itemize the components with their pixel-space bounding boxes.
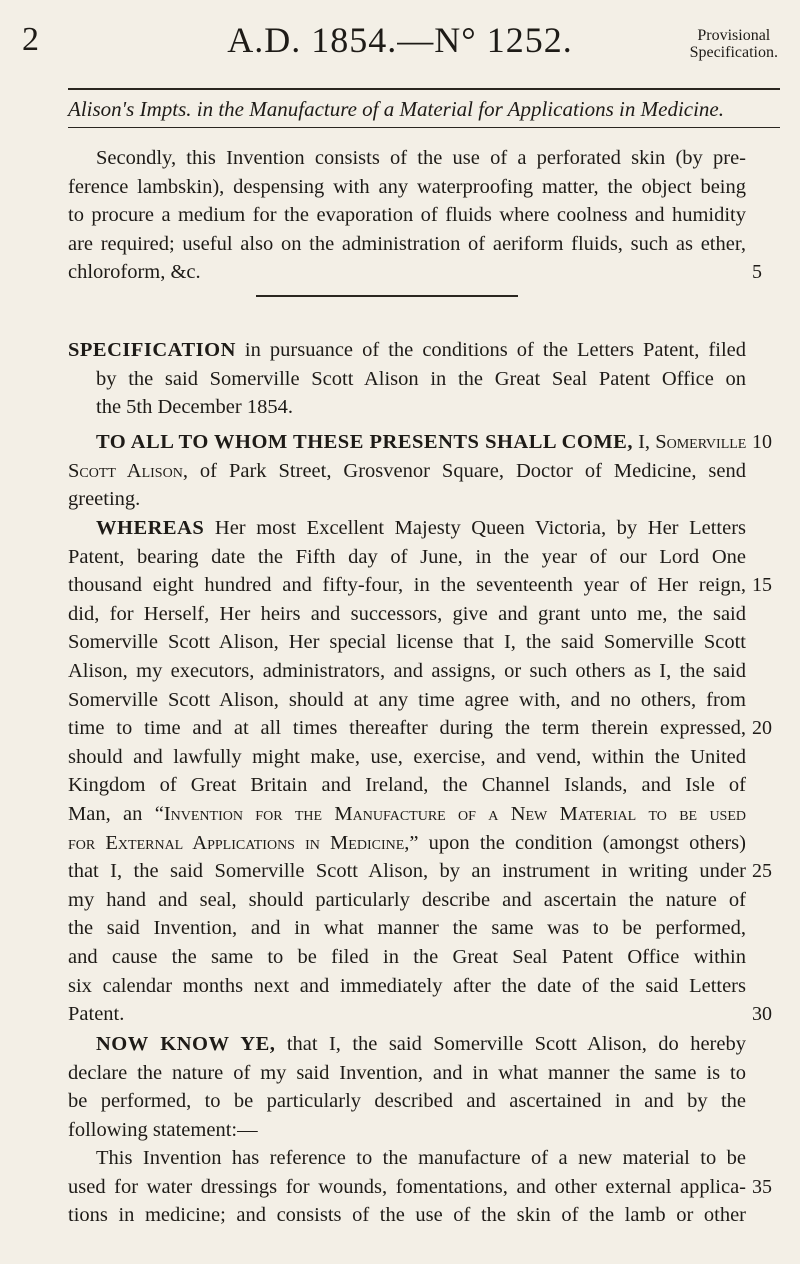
text-line: time to time and at all times thereafter during the term therein expressed, bbox=[68, 717, 746, 740]
text-line: WHEREAS Her most Excellent Majesty Queen Victoria, by Her Letters bbox=[96, 517, 746, 539]
text-line: used for water dressings for wounds, fomentations, and other external applica- bbox=[68, 1175, 746, 1198]
greeting-paragraph bbox=[68, 428, 746, 514]
margin-line-number: 20 bbox=[752, 717, 772, 739]
text-line: to procure a medium for the evaporation of fluids where coolness and humidity bbox=[68, 204, 746, 227]
text-line: TO ALL TO WHOM THESE PRESENTS SHALL COME, I, Somerville bbox=[96, 431, 747, 453]
nowknow-lead: NOW KNOW YE, bbox=[96, 1033, 276, 1055]
text-line: greeting. bbox=[68, 488, 141, 511]
margin-line-number: 5 bbox=[752, 261, 762, 283]
text-line: the said Invention, and in what manner the same was to be performed, bbox=[68, 917, 746, 940]
margin-line-number: 25 bbox=[752, 860, 772, 882]
text-line: tions in medicine; and consists of the use of the skin of the lamb or other bbox=[68, 1204, 746, 1227]
running-subtitle: Alison's Impts. in the Manufacture of a Material for Applications in Medicine. bbox=[68, 97, 725, 121]
text-line: Patent. bbox=[68, 1003, 125, 1026]
side-label bbox=[690, 27, 778, 61]
text-line: my hand and seal, should particularly describe and ascertain the nature of bbox=[68, 888, 746, 911]
page-number: 2 bbox=[22, 21, 39, 58]
whereas-paragraph bbox=[68, 514, 746, 1029]
text-line: chloroform, &c. bbox=[68, 261, 201, 284]
text-line: and cause the same to be filed in the Great Seal Patent Office within bbox=[68, 945, 746, 968]
text-line: Somerville Scott Alison, should at any time agree with, and no others, from bbox=[68, 688, 746, 711]
provisional-paragraph bbox=[68, 144, 746, 287]
spec-lead: SPECIFICATION bbox=[68, 339, 236, 361]
text-line: the 5th December 1854. bbox=[96, 396, 293, 419]
greeting-lead: TO ALL TO WHOM THESE PRESENTS SHALL COME, bbox=[96, 431, 633, 453]
side-label-line-1: Provisional bbox=[697, 27, 771, 44]
text-line: Secondly, this Invention consists of the use of a perforated skin (by pre- bbox=[96, 147, 746, 169]
text-line: following statement:— bbox=[68, 1118, 258, 1141]
text-line: should and lawfully might make, use, exercise, and vend, within the United bbox=[68, 745, 746, 768]
specification-heading bbox=[68, 336, 746, 422]
text-line: Patent, bearing date the Fifth day of June, in the year of our Lord One bbox=[68, 545, 746, 568]
invention-title-cont: for External Applications in Medicine,” bbox=[68, 831, 419, 854]
text-line: Scott Alison, of Park Street, Grosvenor Square, Doctor of Medicine, send bbox=[68, 459, 746, 482]
side-label-line-2: Specification. bbox=[689, 44, 778, 61]
text-line: This Invention has reference to the manufacture of a new material to be bbox=[96, 1147, 746, 1169]
invention-title: “Invention for the Manufacture of a New Material to be used bbox=[154, 802, 746, 825]
section-divider bbox=[256, 295, 518, 297]
text-line: for External Applications in Medicine,” upon the condition (amongst others) bbox=[68, 831, 746, 854]
margin-line-number: 10 bbox=[752, 431, 772, 453]
final-paragraph bbox=[68, 1144, 746, 1230]
text-line: six calendar months next and immediately after the date of the said Letters bbox=[68, 974, 746, 997]
header-rule bbox=[68, 88, 780, 90]
text-line: Kingdom of Great Britain and Ireland, the Channel Islands, and Isle of bbox=[68, 774, 746, 797]
document-title: A.D. 1854.—N° 1252. bbox=[227, 20, 573, 60]
text-line: by the said Somerville Scott Alison in the Great Seal Patent Office on bbox=[96, 367, 746, 390]
margin-line-number: 35 bbox=[752, 1176, 772, 1198]
text-line: did, for Herself, Her heirs and successors, give and grant unto me, the said bbox=[68, 602, 746, 625]
subtitle-rule bbox=[68, 127, 780, 128]
text-line: Somerville Scott Alison, Her special license that I, the said Somerville Scott bbox=[68, 631, 746, 654]
margin-line-number: 15 bbox=[752, 574, 772, 596]
whereas-lead: WHEREAS bbox=[96, 517, 205, 539]
text-line: declare the nature of my said Invention, and in what manner the same is to bbox=[68, 1061, 746, 1084]
text-line: that I, the said Somerville Scott Alison, by an instrument in writing under bbox=[68, 860, 746, 883]
text-line: ference lambskin), despensing with any waterproofing matter, the object being bbox=[68, 175, 746, 198]
margin-line-number: 30 bbox=[752, 1003, 772, 1025]
text-line: SPECIFICATION in pursuance of the conditions of the Letters Patent, filed bbox=[68, 339, 746, 361]
text-line: be performed, to be particularly described and ascertained in and by the bbox=[68, 1090, 746, 1113]
text-line: Alison, my executors, administrators, and assigns, or such others as I, the said bbox=[68, 659, 746, 682]
text-line: NOW KNOW YE, that I, the said Somerville Scott Alison, do hereby bbox=[96, 1033, 746, 1055]
text-line: are required; useful also on the administration of aeriform fluids, such as ether, bbox=[68, 232, 746, 255]
text-line: thousand eight hundred and fifty-four, in the seventeenth year of Her reign, bbox=[68, 574, 746, 597]
nowknow-paragraph bbox=[68, 1030, 746, 1144]
text-line: Man, an “Invention for the Manufacture of a New Material to be used bbox=[68, 802, 746, 825]
